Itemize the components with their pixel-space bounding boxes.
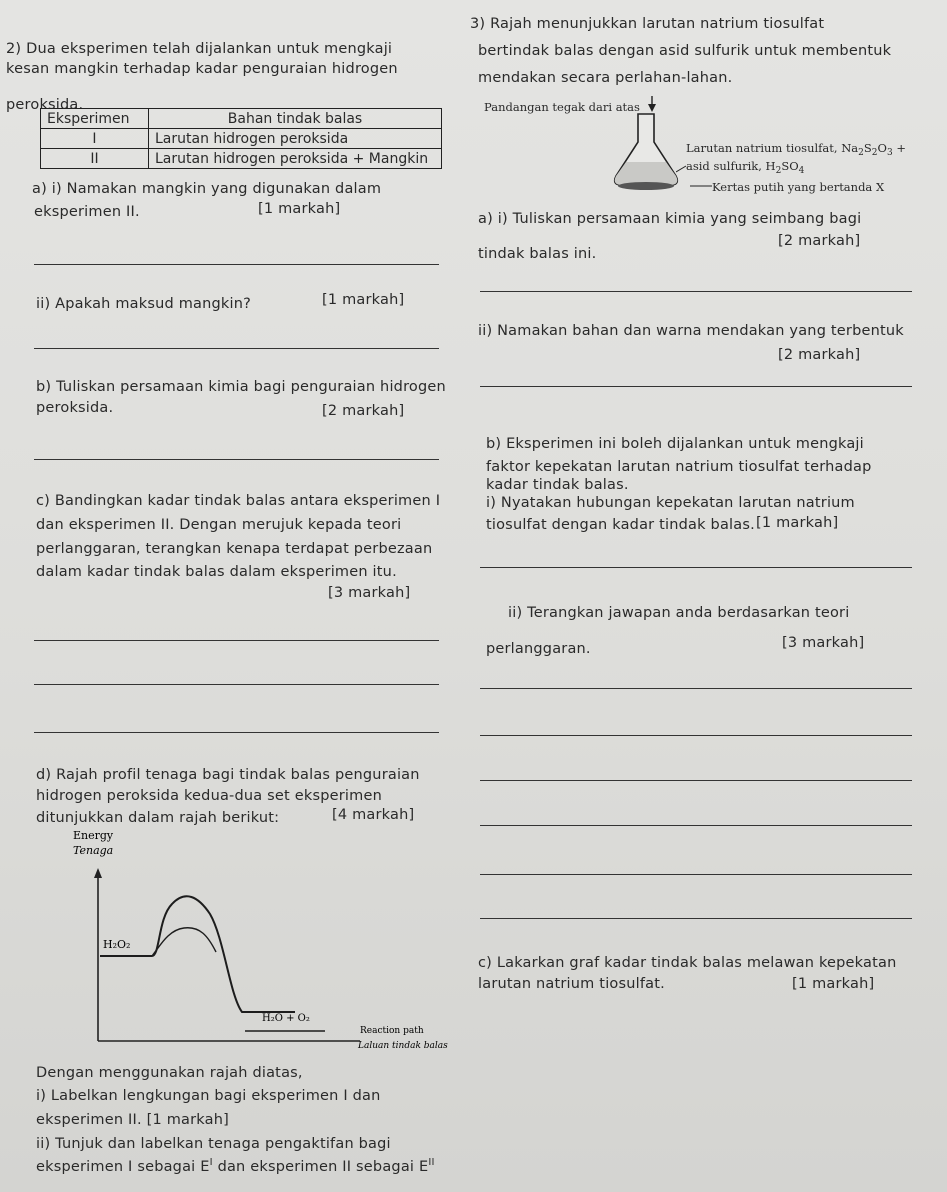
table-header-cell: Bahan tindak balas [149, 109, 442, 129]
q2-a-ii-marks: [1 markah] [322, 292, 405, 308]
subscript: 2 [858, 148, 864, 158]
graph-x-label-2: Laluan tindak balas [358, 1041, 448, 1051]
energy-symbol-e1 [200, 1159, 213, 1175]
table-header-row [41, 109, 442, 129]
q2-d-i-line1: i) Labelkan lengkungan bagi eksperimen I dan [36, 1088, 381, 1104]
q3-intro-line3: mendakan secara perlahan-lahan. [478, 70, 733, 86]
q2-b-line2: peroksida. [36, 400, 114, 416]
subscript: 2 [775, 166, 782, 176]
subscript: 4 [798, 166, 805, 176]
q2-b-line1: b) Tuliskan persamaan kimia bagi penguraian hidrogen [36, 379, 446, 395]
q2-d-ii-text-a: eksperimen I sebagai [36, 1159, 196, 1175]
table-row [41, 129, 442, 149]
answer-line[interactable] [480, 567, 912, 568]
q2-c-line3: perlanggaran, terangkan kenapa terdapat perbezaan [36, 541, 433, 557]
solution-text-d: + [892, 141, 906, 155]
answer-line[interactable] [480, 291, 912, 292]
q2-d-ii-line2 [36, 1158, 435, 1178]
solution-text-a: Larutan natrium tiosulfat, Na [686, 141, 859, 155]
answer-line[interactable] [34, 640, 439, 641]
solution-text-b: S [863, 141, 872, 155]
table-cell: II [41, 149, 149, 169]
subscript: 2 [871, 148, 878, 158]
q2-d-line1: d) Rajah profil tenaga bagi tindak balas penguraian [36, 767, 420, 783]
q3-b-line1: b) Eksperimen ini boleh dijalankan untuk mengkaji [486, 436, 864, 452]
q3-c-marks: [1 markah] [792, 976, 875, 992]
q3-b-ii-line2: perlanggaran. [486, 641, 591, 657]
eye-view-arrowhead [648, 104, 656, 112]
solution-text-c: O [877, 141, 887, 155]
q2-a-i-line1: a) i) Namakan mangkin yang digunakan dalam [32, 181, 382, 197]
q2-d-after: Dengan menggunakan rajah diatas, [36, 1065, 303, 1081]
flask-solution [615, 162, 678, 185]
q2-a-ii: ii) Apakah maksud mangkin? [36, 296, 252, 312]
answer-line[interactable] [480, 918, 912, 919]
answer-line[interactable] [480, 780, 912, 781]
graph-product-label: H₂O + O₂ [262, 1013, 310, 1024]
marked-paper [618, 182, 674, 190]
q3-b-ii-marks: [3 markah] [782, 635, 865, 651]
graph-x-label-1: Reaction path [360, 1026, 424, 1036]
graph-y-label-2: Tenaga [73, 844, 114, 857]
answer-line[interactable] [480, 735, 912, 736]
energy-curve-low [152, 928, 216, 956]
acid-text-a: asid sulfurik, H [686, 159, 776, 173]
q2-c-line4: dalam kadar tindak balas dalam eksperimen itu. [36, 564, 397, 580]
energy-profile-graph [60, 826, 480, 1056]
q3-c-line1: c) Lakarkan graf kadar tindak balas melawan kepekatan [478, 955, 897, 971]
table-cell: I [41, 129, 149, 149]
q3-a-i-line1: a) i) Tuliskan persamaan kimia yang seimbang bagi [478, 211, 862, 227]
q3-b-i-line2: tiosulfat dengan kadar tindak balas. [486, 517, 755, 533]
q3-b-line3: kadar tindak balas. [486, 477, 629, 493]
diagram-leader-lines [676, 160, 716, 190]
e2-sup: II [428, 1157, 435, 1168]
q3-b-line2: faktor kepekatan larutan natrium tiosulfat terhadap [486, 459, 872, 475]
q2-d-ii-text-b: dan eksperimen II sebagai [217, 1159, 415, 1175]
q2-c-line1: c) Bandingkan kadar tindak balas antara eksperimen I [36, 493, 441, 509]
graph-reactant-label: H₂O₂ [103, 938, 131, 951]
e1-sup: I [209, 1157, 213, 1168]
q2-intro-line2: kesan mangkin terhadap kadar penguraian hidrogen [6, 61, 398, 77]
solution-label-line1 [686, 139, 906, 159]
answer-line[interactable] [34, 459, 439, 460]
experiment-table [40, 108, 442, 169]
answer-line[interactable] [480, 825, 912, 826]
answer-line[interactable] [34, 732, 439, 733]
solution-leader-line [676, 166, 686, 172]
table-cell: Larutan hidrogen peroksida + Mangkin [149, 149, 442, 169]
q3-b-i-marks: [1 markah] [756, 515, 839, 531]
q2-a-i-line2: eksperimen II. [34, 204, 140, 220]
q3-c-line2: larutan natrium tiosulfat. [478, 976, 665, 992]
answer-line[interactable] [480, 386, 912, 387]
paper-label: Kertas putih yang bertanda X [712, 180, 885, 194]
q2-d-marks: [4 markah] [332, 807, 415, 823]
q2-c-marks: [3 markah] [328, 585, 411, 601]
q3-b-i-line1: i) Nyatakan hubungan kepekatan larutan natrium [486, 495, 855, 511]
answer-line[interactable] [480, 874, 912, 875]
answer-line[interactable] [34, 348, 439, 349]
q3-a-ii: ii) Namakan bahan dan warna mendakan yang terbentuk [478, 323, 904, 339]
answer-line[interactable] [34, 684, 439, 685]
table-cell: Larutan hidrogen peroksida [149, 129, 442, 149]
e1-base: E [200, 1159, 210, 1175]
q2-intro-line3: peroksida. [6, 97, 84, 113]
q2-c-line2: dan eksperimen II. Dengan merujuk kepada teori [36, 517, 402, 533]
q2-d-ii-line1: ii) Tunjuk dan labelkan tenaga pengaktifan bagi [36, 1136, 391, 1152]
e2-base: E [418, 1159, 429, 1175]
table-row [41, 149, 442, 169]
q3-intro-line1: 3) Rajah menunjukkan larutan natrium tiosulfat [470, 16, 825, 32]
q3-b-ii-line1: ii) Terangkan jawapan anda berdasarkan teori [508, 605, 850, 621]
q2-d-line3: ditunjukkan dalam rajah berikut: [36, 810, 280, 826]
answer-line[interactable] [34, 264, 439, 265]
q2-d-line2: hidrogen peroksida kedua-dua set eksperimen [36, 788, 382, 804]
answer-line[interactable] [480, 688, 912, 689]
subscript: 3 [886, 148, 893, 158]
energy-curve-high [100, 896, 295, 1012]
table-header-cell: Eksperimen [41, 109, 149, 129]
q3-a-i-line2: tindak balas ini. [478, 246, 597, 262]
q2-d-i-line2: eksperimen II. [1 markah] [36, 1112, 229, 1128]
energy-symbol-e2 [419, 1159, 435, 1175]
q3-a-i-marks: [2 markah] [778, 233, 861, 249]
q2-intro-line1: 2) Dua eksperimen telah dijalankan untuk mengkaji [6, 41, 393, 57]
q3-intro-line2: bertindak balas dengan asid sulfurik untuk membentuk [478, 43, 892, 59]
q3-a-ii-marks: [2 markah] [778, 347, 861, 363]
graph-y-label-1: Energy [73, 829, 114, 842]
acid-text-b: SO [781, 159, 799, 173]
graph-y-axis-arrow [94, 868, 102, 878]
diagram-view-label: Pandangan tegak dari atas [484, 100, 640, 114]
q2-b-marks: [2 markah] [322, 403, 405, 419]
q2-a-i-marks: [1 markah] [258, 201, 341, 217]
